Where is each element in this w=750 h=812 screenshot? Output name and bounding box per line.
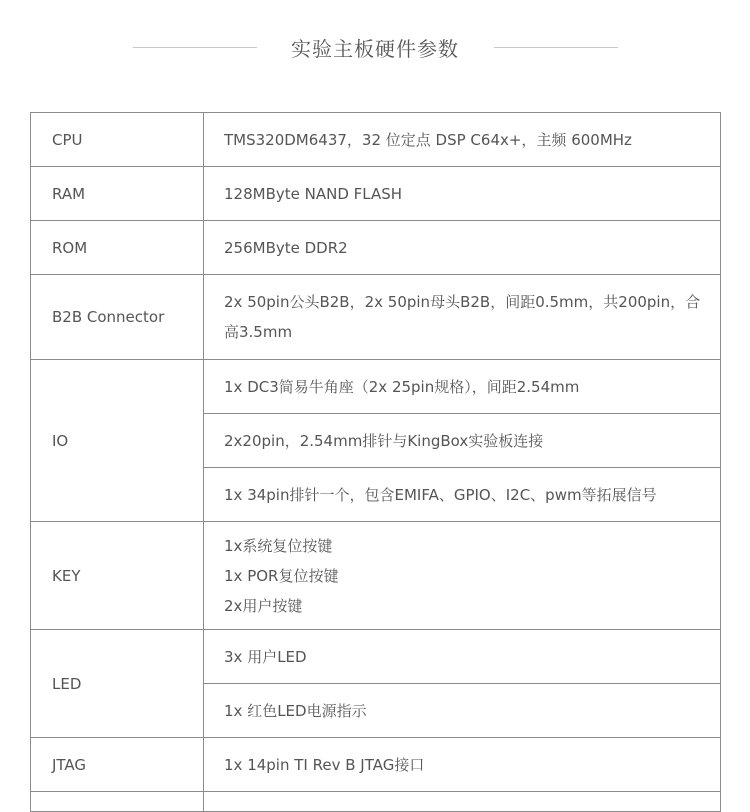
title-divider-right bbox=[494, 47, 618, 48]
spec-key: LED bbox=[31, 630, 204, 738]
spec-key: RAM bbox=[31, 167, 204, 221]
page-title: 实验主板硬件参数 bbox=[291, 37, 459, 61]
spec-value: 2x20pin，2.54mm排针与KingBox实验板连接 bbox=[204, 414, 721, 468]
spec-value-line: 1x POR复位按键 bbox=[224, 566, 339, 585]
table-row-rom bbox=[31, 221, 721, 275]
table-row-partial bbox=[31, 792, 721, 812]
spec-value bbox=[204, 522, 721, 630]
section-header bbox=[0, 0, 750, 95]
spec-key: JTAG bbox=[31, 738, 204, 792]
spec-value: 128MByte NAND FLASH bbox=[204, 167, 721, 221]
spec-value-line: 2x用户按键 bbox=[224, 596, 303, 615]
spec-key: CPU bbox=[31, 113, 204, 167]
spec-value: 1x DC3简易牛角座（2x 25pin规格），间距2.54mm bbox=[204, 360, 721, 414]
spec-value-line: 1x系统复位按键 bbox=[224, 536, 333, 555]
spec-value-empty bbox=[204, 792, 721, 812]
spec-value: 1x 34pin排针一个，包含EMIFA、GPIO、I2C、pwm等拓展信号 bbox=[204, 468, 721, 522]
table-row-ram bbox=[31, 167, 721, 221]
spec-table bbox=[30, 112, 721, 812]
table-row-jtag bbox=[31, 738, 721, 792]
spec-key-empty bbox=[31, 792, 204, 812]
spec-value: 1x 红色LED电源指示 bbox=[204, 684, 721, 738]
spec-key: ROM bbox=[31, 221, 204, 275]
spec-value: 256MByte DDR2 bbox=[204, 221, 721, 275]
table-row-io bbox=[31, 360, 721, 414]
spec-key: IO bbox=[31, 360, 204, 522]
table-row-cpu bbox=[31, 113, 721, 167]
table-row-b2b bbox=[31, 275, 721, 360]
table-row-key bbox=[31, 522, 721, 630]
title-divider-left bbox=[133, 47, 257, 48]
spec-key: KEY bbox=[31, 522, 204, 630]
spec-value: 2x 50pin公头B2B，2x 50pin母头B2B，间距0.5mm，共200pin，合高3.5mm bbox=[204, 275, 721, 360]
spec-value: TMS320DM6437，32 位定点 DSP C64x+，主频 600MHz bbox=[204, 113, 721, 167]
spec-key: B2B Connector bbox=[31, 275, 204, 360]
spec-value: 1x 14pin TI Rev B JTAG接口 bbox=[204, 738, 721, 792]
table-row-led bbox=[31, 630, 721, 684]
spec-value: 3x 用户LED bbox=[204, 630, 721, 684]
